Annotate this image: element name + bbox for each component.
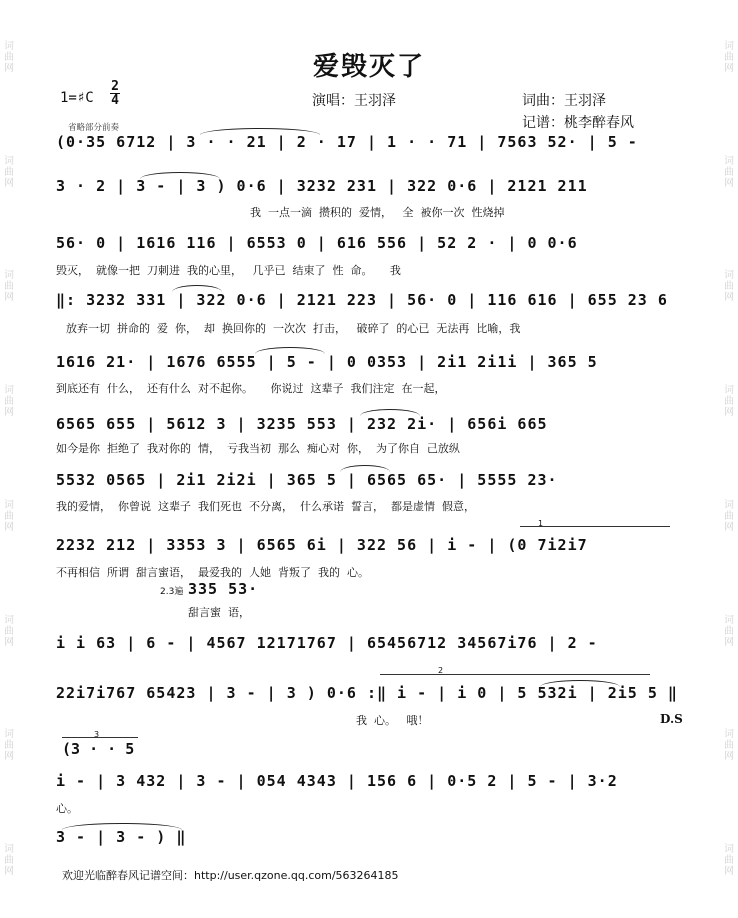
watermark-text: 词曲网 — [724, 844, 734, 878]
notation-row: i i 63 | 6 - | 4567 12171767 | 65456712 34567i76 | 2 - — [56, 634, 598, 652]
lyric-line: 到底还有 什么， 还有什么 对不起你。 你说过 这辈子 我们注定 在一起， — [56, 382, 446, 395]
watermark-text: 词曲网 — [724, 155, 734, 189]
watermark-text: 词曲网 — [4, 270, 14, 304]
time-denominator: 4 — [111, 93, 119, 108]
watermark-left — [2, 0, 16, 918]
ds-mark: D.S — [660, 712, 683, 726]
slur — [255, 347, 325, 354]
notation-row: (0·35 6712 | 3 · · 21 | 2 · 17 | 1 · · 71 | 7563 52· | 5 - — [56, 133, 638, 151]
watermark-text: 词曲网 — [724, 499, 734, 533]
lyric-line: 不再相信 所谓 甜言蜜语， 最爱我的 人她 背叛了 我的 心。 — [56, 566, 369, 579]
slur — [540, 680, 620, 687]
intro-note: 省略部分前奏 — [68, 123, 120, 133]
watermark-text: 词曲网 — [4, 40, 14, 74]
lyric-line: 如今是你 拒绝了 我对你的 情， 亏我当初 那么 痴心对 你， 为了你自 己放纵 — [56, 442, 460, 455]
lyric-line: 毁灭， 就像一把 刀刺进 我的心里， 几乎已 结束了 性 命。 我 — [56, 264, 401, 277]
lyric-line: 放弃一切 拼命的 爱 你， 却 换回你的 一次次 打击， 破碎了 的心已 无法再 比喻，我 — [66, 322, 521, 335]
notation-row: 3 · 2 | 3 - | 3 ) 0·6 | 3232 231 | 322 0·6 | 2121 211 — [56, 177, 588, 195]
singer-credit: 演唱：王羽泽 — [312, 93, 396, 109]
transcriber-credit: 记谱：桃李醉春风 — [522, 115, 634, 131]
notation-row: 5532 0565 | 2i1 2i2i | 365 5 | 6565 65· | 5555 23· — [56, 471, 558, 489]
notation-row: 3 - | 3 - ) ‖ — [56, 828, 187, 846]
triplet-label: 3 — [94, 730, 100, 739]
notation-row: 22i7i767 65423 | 3 - | 3 ) 0·6 :‖ i - | i 0 | 5 532i | 2i5 5 ‖ — [56, 684, 678, 702]
watermark-text: 词曲网 — [724, 40, 734, 74]
slur — [200, 128, 320, 135]
lyric-line: 我 心。 哦！ — [356, 714, 429, 727]
watermark-text: 词曲网 — [4, 844, 14, 878]
triplet-bracket — [62, 737, 138, 738]
volta-1-label: 1 — [538, 519, 544, 528]
time-numerator: 2 — [111, 79, 119, 94]
lyric-line: 我的爱情， 你曾说 这辈子 我们死也 不分离， 什么承诺 誓言， 都是虚情 假意， — [56, 500, 475, 513]
time-signature — [110, 80, 120, 107]
alternate-ending-notes: 335 53· — [188, 580, 259, 598]
watermark-text: 词曲网 — [4, 614, 14, 648]
notation-row: i - | 3 432 | 3 - | 054 4343 | 156 6 | 0·5 2 | 5 - | 3·2 — [56, 772, 618, 790]
slur — [360, 409, 420, 416]
slur — [340, 465, 390, 472]
volta-2-label: 2 — [438, 666, 444, 675]
watermark-text: 词曲网 — [4, 155, 14, 189]
key-signature: 1=♯C — [60, 90, 94, 106]
footer-link[interactable]: 欢迎光临醉春风记谱空间：http://user.qzone.qq.com/563264185 — [62, 869, 399, 882]
composer-credit: 词曲：王羽泽 — [522, 93, 606, 109]
volta-bracket — [380, 674, 650, 675]
lyric-line: 我 一点一滴 攒积的 爱情， 全 被你一次 性烧掉 — [250, 206, 505, 219]
watermark-text: 词曲网 — [4, 385, 14, 419]
watermark-text: 词曲网 — [4, 499, 14, 533]
notation-row: 6565 655 | 5612 3 | 3235 553 | 232 2i· | 656i 665 — [56, 415, 548, 433]
notation-row: 1616 21· | 1676 6555 | 5 - | 0 0353 | 2i1 2i1i | 365 5 — [56, 353, 598, 371]
notation-row: ‖: 3232 331 | 322 0·6 | 2121 223 | 56· 0 | 116 616 | 655 23 6 — [56, 291, 668, 309]
song-title: 爱毁灭了 — [312, 52, 425, 82]
watermark-text: 词曲网 — [724, 729, 734, 763]
watermark-text: 词曲网 — [724, 614, 734, 648]
watermark-right — [722, 0, 736, 918]
notation-row: 56· 0 | 1616 116 | 6553 0 | 616 556 | 52 2 · | 0 0·6 — [56, 234, 578, 252]
watermark-text: 词曲网 — [724, 385, 734, 419]
watermark-text: 词曲网 — [724, 270, 734, 304]
slur — [140, 172, 220, 179]
notation-row: 2232 212 | 3353 3 | 6565 6i | 322 56 | i - | (0 7i2i7 — [56, 536, 588, 554]
watermark-text: 词曲网 — [4, 729, 14, 763]
alternate-ending-label: 2.3遍 — [160, 587, 184, 597]
slur — [172, 285, 222, 292]
lyric-line: 心。 — [56, 802, 78, 815]
paren-fragment: (3 · · 5 — [62, 740, 135, 758]
alternate-ending-lyric: 甜言蜜 语， — [188, 606, 250, 619]
